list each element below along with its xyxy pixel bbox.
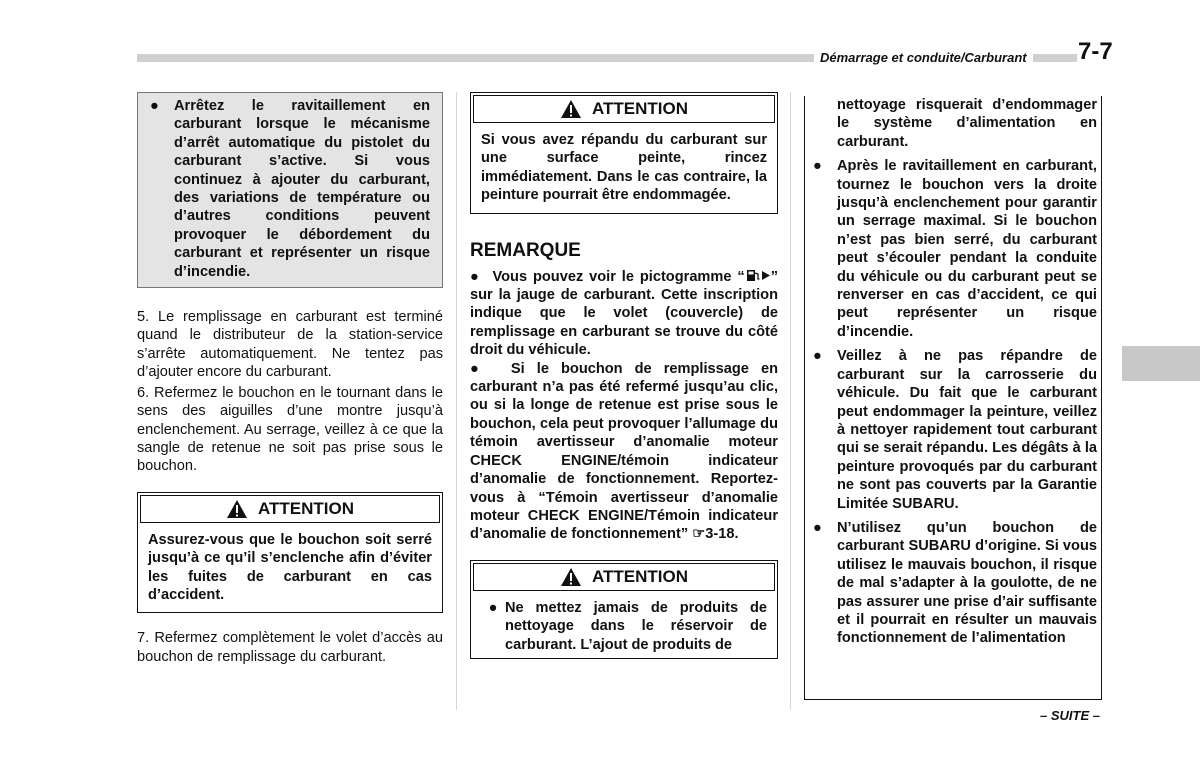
warning-triangle-icon [560,99,582,119]
remarque-1-post: ” sur la jauge de carburant. Cette inscription indique que le volet (couvercle) de remplissage en carburant se trouve du côté droit du véhicule. [470,268,778,359]
remarque-title: REMARQUE [470,239,581,261]
attention-2-text: Ne mettez jamais de produits de nettoyage dans le réservoir de carburant. L’ajout de produits de [505,599,767,653]
attention-text: Assurez-vous que le bouchon soit serré jusqu’à ce qu’il s’enclenche afin d’éviter les fuites de carburant en cas d’accident. [148,531,432,603]
list-item [813,157,1097,341]
continued-label: – SUITE – [1040,708,1100,723]
list-item [813,347,1097,513]
attention-box-2 [470,560,778,659]
attention-header [473,95,775,123]
step-6: 6. Refermez le bouchon en le tournant dans le sens des aiguilles d’une montre jusqu’à enclenchement. Au serrage, veillez à ce que la sangle de retenue ne soit pas prise sous le bouchon. [137,384,443,475]
warning-triangle-icon [560,567,582,587]
attention-box-1 [470,92,778,214]
attention-box [137,492,443,614]
chapter-tab [1122,346,1200,381]
bullet-dot: ● [488,599,498,616]
attention-label: ATTENTION [257,498,354,518]
column-2 [470,92,778,659]
bullet-3-text: N’utilisez qu’un bouchon de carburant SUBARU d’origine. Si vous utilisez le mauvais bouchon, il risque de mal s’adapter à la goulotte, de ne pas assurer une prise d’air suffisante et il pourrait en résulter un mauvais fonctionnement de l’alimentation [837,519,1097,647]
column-divider [790,92,791,710]
bullet-2-text: Veillez à ne pas répandre de carburant sur la carrosserie du véhicule. Du fait que le carburant peut endommager la peinture, veillez à nettoyer rapidement tout carburant qui se serait répandu. Les dégâts à la peinture provoqués par du carburant ne sont pas couverts par la Garantie Limitée SUBARU. [837,348,1097,512]
bullet-dot: ● [813,158,822,175]
remarque-item-1 [470,268,778,360]
fuel-pump-icon [745,269,771,282]
section-title: Démarrage et conduite/Carburant [814,50,1033,65]
attention-header [473,563,775,591]
column-3-attention-continuation [804,96,1102,700]
column-1 [137,92,443,666]
remarque-item-2 [470,360,778,544]
step-7: 7. Refermez complètement le volet d’accès au bouchon de remplissage du carburant. [137,630,443,665]
bullet-dot: ● [470,268,493,285]
remarque-1-pre: Vous pouvez voir le pictogramme “ [492,268,745,285]
bullet-dot: ● [813,348,822,365]
attention-text [471,593,777,658]
warning-text: Arrêtez le ravitaillement en carburant lorsque le mécanisme d’arrêt automatique du pistolet du carburant s’active. Si vous continuez à ajouter du carburant, des variations de température ou d’autres conditions peuvent provoquer le débordement du carburant et représenter un risque d’incendie. [174,98,430,280]
list-item [813,519,1097,648]
attention-label: ATTENTION [591,99,688,118]
bullet-dot: ● [813,519,822,536]
continuation-text: nettoyage risquerait d’endommager le système d’alimentation en carburant. [837,97,1097,150]
reference-hand-icon: ☞ [692,526,706,543]
attention-header [140,495,440,523]
warning-triangle-icon [226,499,248,519]
step-5: 5. Le remplissage en carburant est terminé quand le distributeur de la station-service s’arrête automatiquement. Ne tentez pas d’ajouter encore du carburant. [137,309,443,381]
attention-label: ATTENTION [591,566,688,586]
attention-text: Si vous avez répandu du carburant sur une surface peinte, rincez immédiatement. Dans le cas contraire, la peinture pourrait être endommagée. [481,132,767,204]
remarque-2-text: Si le bouchon de remplissage en carburant n’a pas été refermé jusqu’au clic, ou si la longe de retenue est prise sous le bouchon, cela peut provoquer l’allumage du témoin avertisseur d’anomalie moteur CHECK ENGINE/témoin indicateur d’anomalie de fonctionnement. Reportez-vous à “Témoin avertisseur d’anomalie moteur CHECK ENGINE/Témoin indicateur d’anomalie de fonctionnement” [470,360,778,543]
warning-box [137,92,443,288]
bullet-dot: ● [150,98,159,114]
page-number: 7-7 [1078,38,1113,65]
bullet-1-text: Après le ravitaillement en carburant, tournez le bouchon vers la droite jusqu’à enclenchement pour garantir un serrage maximal. Si le bouchon n’est pas bien serré, du carburant peut s’écouler pendant la conduite du véhicule ou du carburant peut se renverser en cas d’accident, ce qui peut représenter un risque d’incendie. [837,158,1097,340]
page-reference[interactable]: 3-18. [705,526,739,543]
continuation-block [813,96,1097,151]
column-divider [456,92,457,710]
bullet-dot: ● [470,360,511,377]
